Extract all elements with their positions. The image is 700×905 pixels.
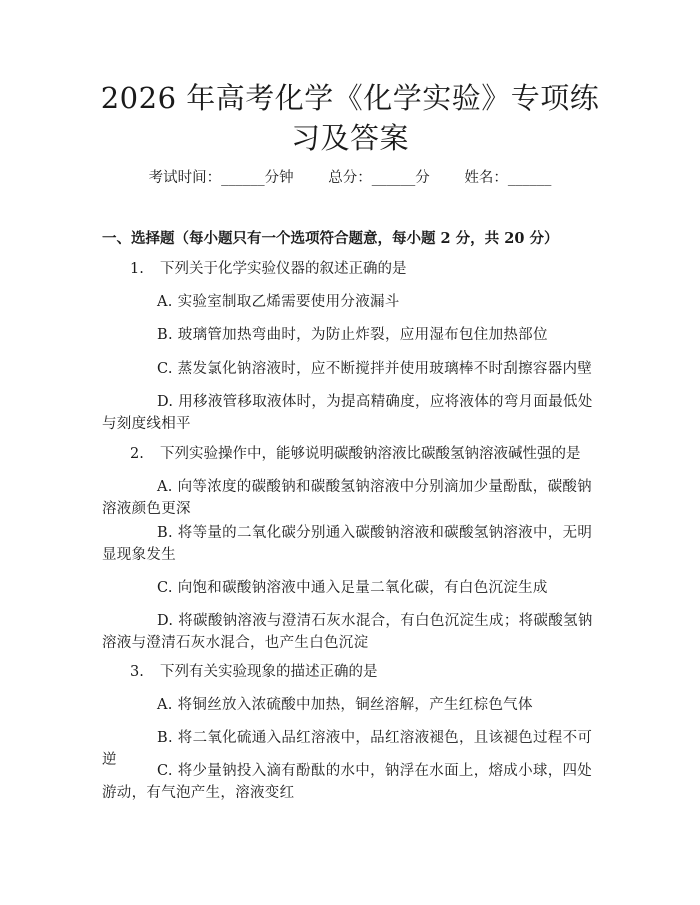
question-2-stem: [130, 443, 610, 465]
section-heading: 一、选择题（每小题只有一个选项符合题意，每小题 2 分，共 20 分）: [102, 230, 559, 247]
question-1-option-b: B. 玻璃管加热弯曲时，为防止炸裂，应用湿布包住加热部位: [157, 327, 548, 343]
question-1-option-d: D. 用移液管移取液体时，为提高精确度，应将液体的弯月面最低处与刻度线相平: [102, 394, 593, 432]
question-3-option-c: C. 将少量钠投入滴有酚酞的水中，钠浮在水面上，熔成小球，四处游动，有气泡产生，溶液变红: [102, 763, 593, 801]
question-1-stem: [130, 258, 610, 280]
exam-info-line: [0, 168, 700, 188]
document-title: 2026 年高考化学《化学实验》专项练习及答案: [100, 81, 600, 155]
question-2-option-d: D. 将碳酸钠溶液与澄清石灰水混合，有白色沉淀生成；将碳酸氢钠溶液与澄清石灰水混合，也产生白色沉淀: [102, 613, 593, 651]
question-number: 3.: [130, 664, 144, 680]
question-2-option-a: A. 向等浓度的碳酸钠和碳酸氢钠溶液中分别滴加少量酚酞，碳酸钠溶液颜色更深: [102, 479, 592, 517]
question-number: 2.: [130, 446, 144, 462]
question-2-option-c: C. 向饱和碳酸钠溶液中通入足量二氧化碳，有白色沉淀生成: [157, 580, 548, 596]
question-text: 下列有关实验现象的描述正确的是: [160, 664, 378, 680]
question-3-stem: [130, 661, 610, 683]
question-text: 下列关于化学实验仪器的叙述正确的是: [160, 261, 407, 277]
question-3-option-b: B. 将二氧化硫通入品红溶液中，品红溶液褪色，且该褪色过程不可逆: [102, 730, 593, 768]
name-field: 姓名：______: [464, 170, 552, 186]
question-1-option-c: C. 蒸发氯化钠溶液时，应不断搅拌并使用玻璃棒不时刮擦容器内壁: [157, 361, 593, 377]
total-score-field: 总分：______分: [328, 170, 430, 186]
question-text: 下列实验操作中，能够说明碳酸钠溶液比碳酸氢钠溶液碱性强的是: [160, 446, 581, 462]
question-3-option-a: A. 将铜丝放入浓硫酸中加热，铜丝溶解，产生红棕色气体: [157, 697, 533, 713]
question-1-option-a: A. 实验室制取乙烯需要使用分液漏斗: [157, 294, 400, 310]
exam-time-field: 考试时间：______分钟: [148, 170, 294, 186]
question-2-option-b: B. 将等量的二氧化碳分别通入碳酸钠溶液和碳酸氢钠溶液中，无明显现象发生: [102, 525, 593, 563]
question-number: 1.: [130, 261, 144, 277]
